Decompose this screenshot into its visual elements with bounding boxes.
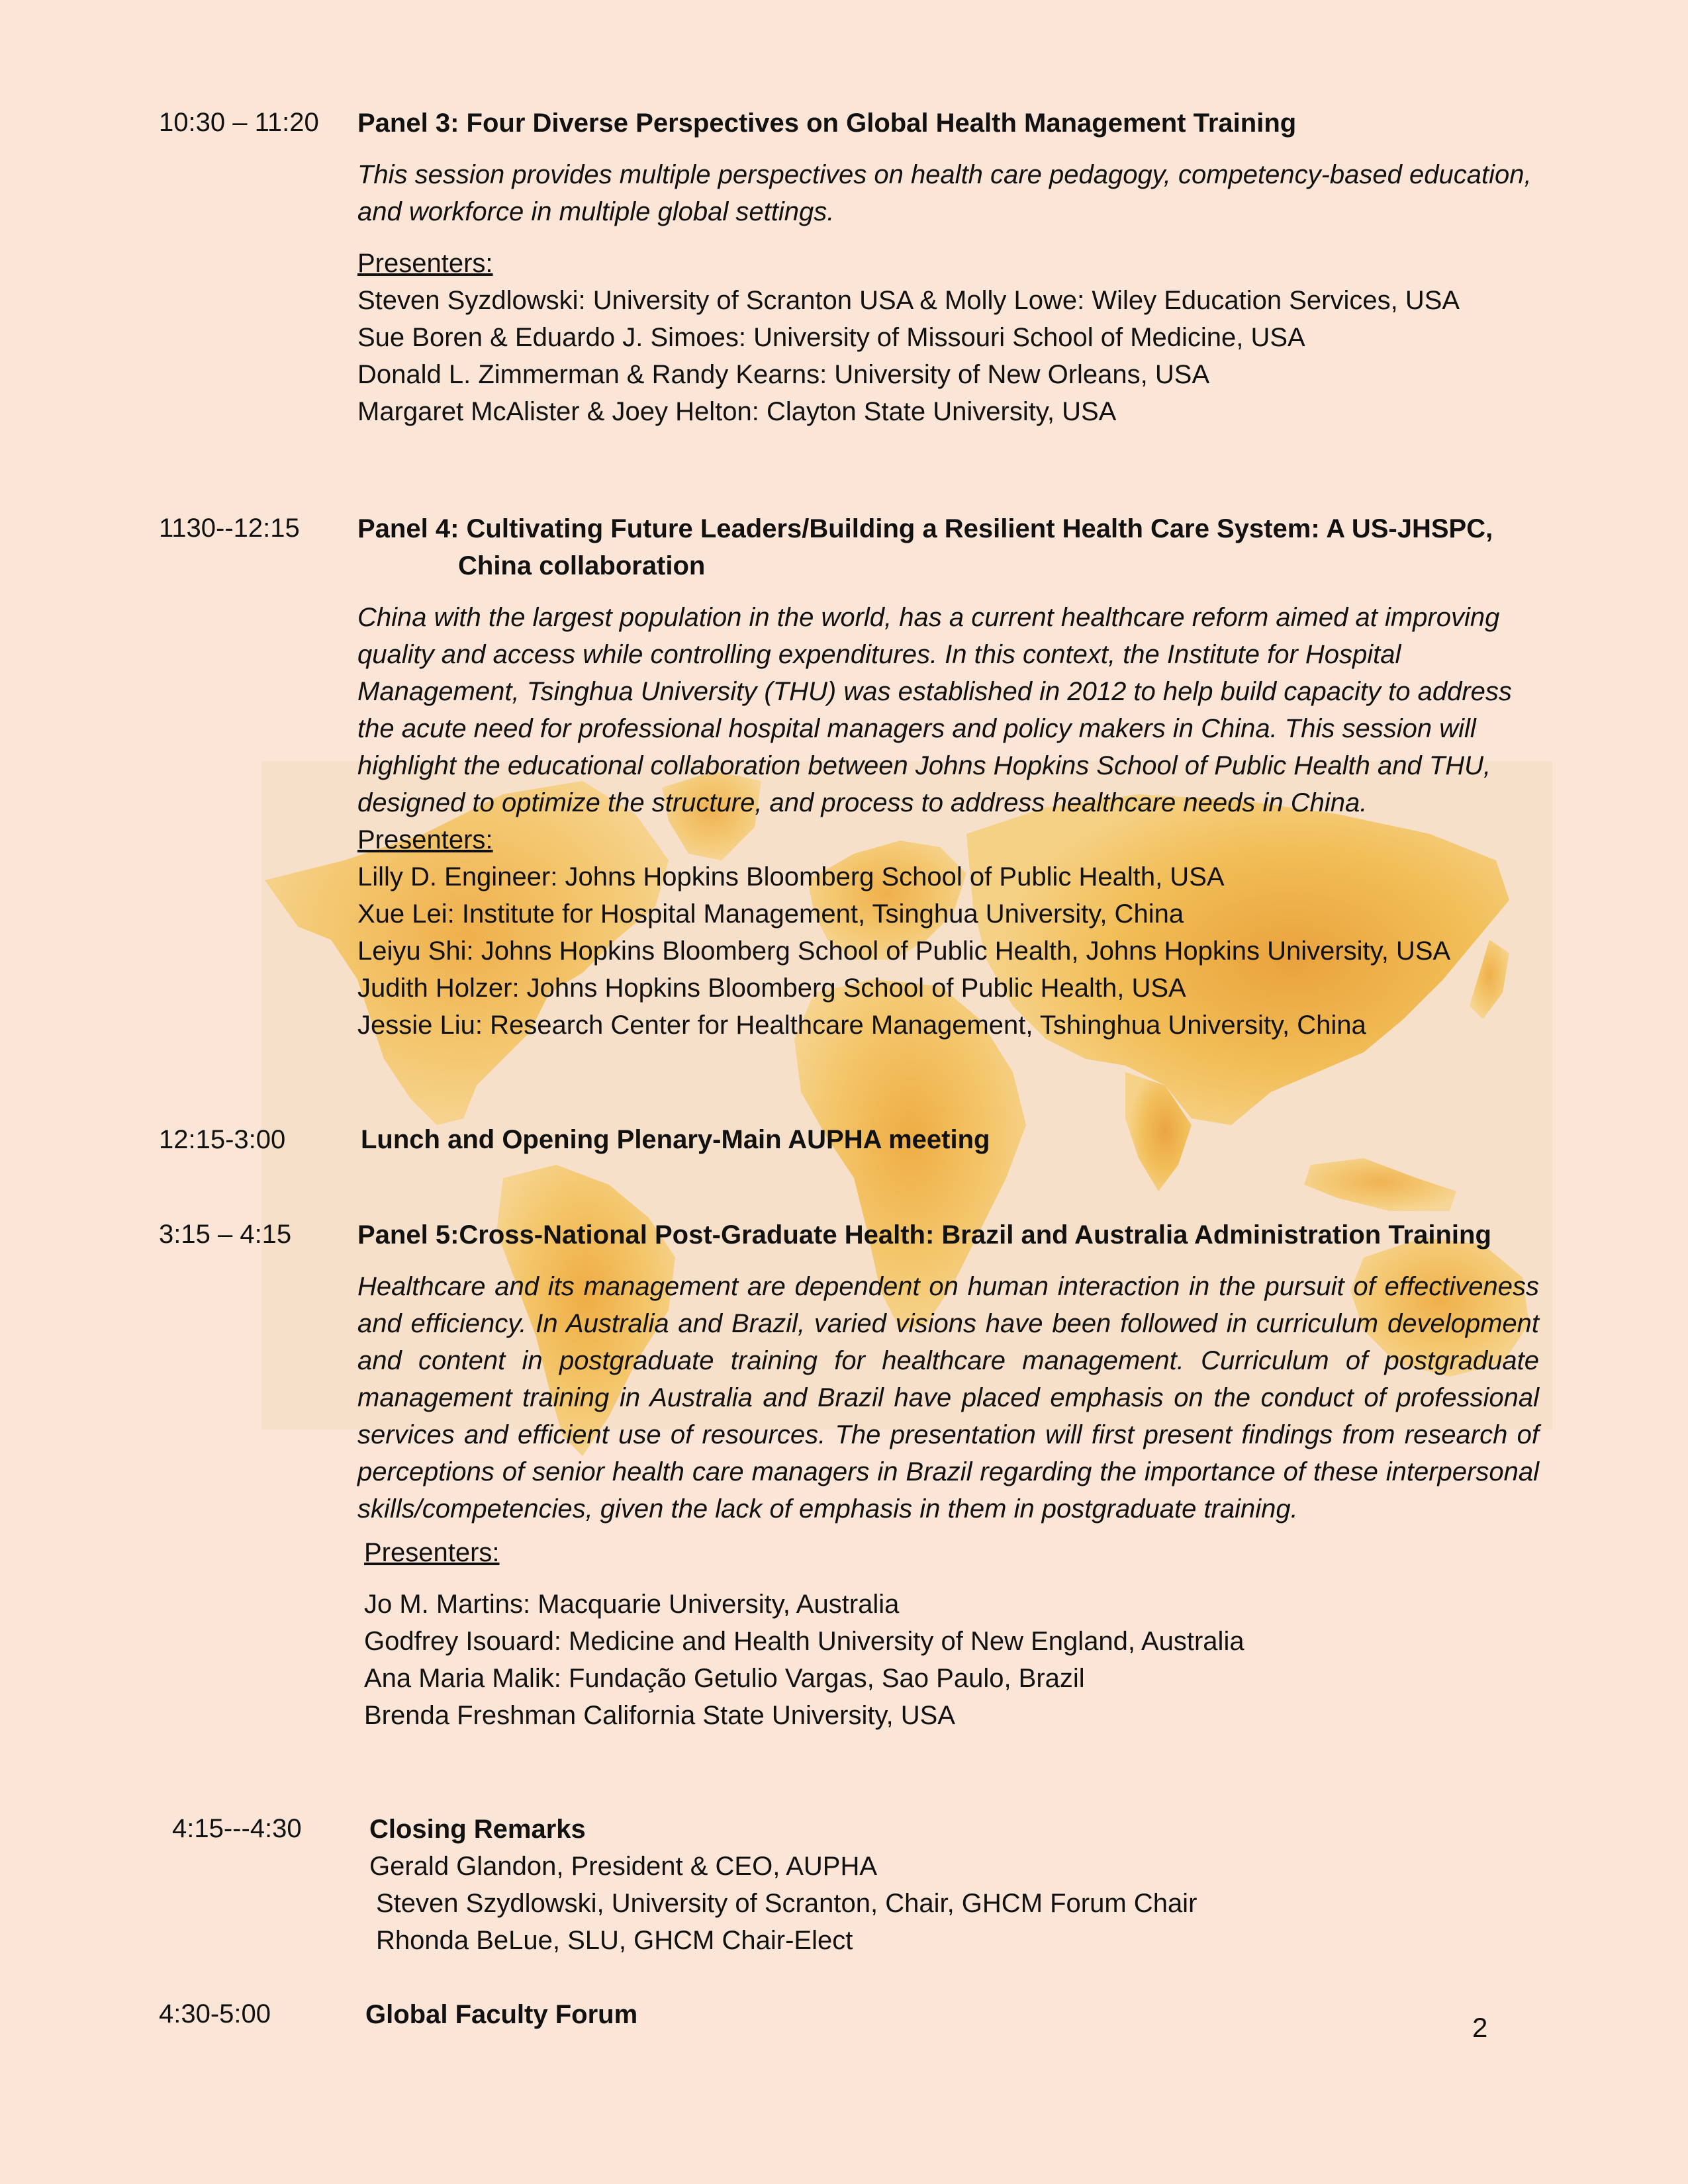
speaker-item: Steven Szydlowski, University of Scranton, Chair, GHCM Forum Chair	[376, 1889, 1197, 1918]
speaker-item: Gerald Glandon, President & CEO, AUPHA	[369, 1852, 878, 1881]
speaker-item: Rhonda BeLue, SLU, GHCM Chair-Elect	[376, 1926, 853, 1955]
panel4-session	[357, 510, 1542, 1044]
panel3-session	[357, 105, 1542, 430]
panel5-session	[357, 1216, 1539, 1734]
panel3-presenters-heading: Presenters:	[357, 249, 493, 278]
presenter-item: Leiyu Shi: Johns Hopkins Bloomberg School of Public Health, Johns Hopkins University, USA	[357, 936, 1451, 966]
closing-time: 4:15---4:30	[172, 1814, 302, 1843]
closing-title: Closing Remarks	[369, 1815, 586, 1844]
panel3-title: Panel 3: Four Diverse Perspectives on Global Health Management Training	[357, 109, 1297, 138]
presenter-item: Ana Maria Malik: Fundação Getulio Vargas, Sao Paulo, Brazil	[364, 1664, 1085, 1693]
panel4-title-line1: Panel 4: Cultivating Future Leaders/Building a Resilient Health Care System: A US-JHSPC,	[357, 514, 1493, 543]
presenter-item: Lilly D. Engineer: Johns Hopkins Bloomberg School of Public Health, USA	[357, 862, 1225, 891]
panel4-description: China with the largest population in the world, has a current healthcare reform aimed at improving quality and access while controlling expenditures. In this context, the Institute for Hospital Management, Tsinghua University (THU) was established in 2012 to help build capacity to address the acute need for professional hospital managers and policy makers in China. This session will highlight the educational collaboration between Johns Hopkins School of Public Health and THU, designed to optimize the structure, and process to address healthcare needs in China.	[357, 603, 1512, 817]
presenter-item: Brenda Freshman California State University, USA	[364, 1701, 955, 1730]
closing-speaker-list	[369, 1848, 1554, 1959]
presenter-item: Steven Syzdlowski: University of Scranton USA & Molly Lowe: Wiley Education Services, USA	[357, 286, 1460, 315]
panel5-presenters-heading: Presenters:	[364, 1538, 500, 1567]
lunch-title: Lunch and Opening Plenary-Main AUPHA meeting	[361, 1125, 990, 1154]
page-number: 2	[1472, 2012, 1488, 2043]
forum-session	[365, 1996, 1550, 2033]
presenter-item: Sue Boren & Eduardo J. Simoes: University of Missouri School of Medicine, USA	[357, 323, 1305, 352]
panel4-time: 1130--12:15	[159, 514, 300, 543]
panel3-presenter-list	[357, 282, 1542, 430]
presenter-item: Xue Lei: Institute for Hospital Management, Tsinghua University, China	[357, 899, 1184, 929]
panel4-presenter-list	[357, 858, 1542, 1044]
panel5-time: 3:15 – 4:15	[159, 1220, 292, 1249]
forum-time: 4:30-5:00	[159, 1999, 271, 2028]
presenter-item: Jo M. Martins: Macquarie University, Australia	[364, 1590, 900, 1619]
panel3-time: 10:30 – 11:20	[159, 108, 319, 137]
closing-session	[369, 1811, 1554, 1959]
presenter-item: Judith Holzer: Johns Hopkins Bloomberg School of Public Health, USA	[357, 974, 1186, 1003]
presenter-item: Godfrey Isouard: Medicine and Health University of New England, Australia	[364, 1627, 1244, 1656]
presenter-item: Margaret McAlister & Joey Helton: Clayton State University, USA	[357, 397, 1117, 426]
forum-title: Global Faculty Forum	[365, 2000, 638, 2029]
panel5-presenter-list	[364, 1586, 1539, 1734]
lunch-session	[361, 1121, 1546, 1158]
presenter-item: Jessie Liu: Research Center for Healthcare Management, Tshinghua University, China	[357, 1011, 1366, 1040]
panel4-title	[357, 510, 1542, 584]
panel3-description: This session provides multiple perspectives on health care pedagogy, competency-based education, and workforce in multiple global settings.	[357, 160, 1532, 226]
lunch-time: 12:15-3:00	[159, 1125, 286, 1154]
presenter-item: Donald L. Zimmerman & Randy Kearns: University of New Orleans, USA	[357, 360, 1210, 389]
panel4-presenters-heading: Presenters:	[357, 825, 493, 854]
panel5-title: Panel 5:Cross-National Post-Graduate Health: Brazil and Australia Administration Training	[357, 1220, 1491, 1250]
panel5-description: Healthcare and its management are dependent on human interaction in the pursuit of effectiveness and efficiency. In Australia and Brazil, varied visions have been followed in curriculum development and content in postgraduate training for healthcare management. Curriculum of postgraduate management training in Australia and Brazil have placed emphasis on the conduct of professional services and efficient use of resources. The presentation will first present findings from research of perceptions of senior health care managers in Brazil regarding the importance of these interpersonal skills/competencies, given the lack of emphasis in them in postgraduate training.	[357, 1272, 1539, 1524]
panel4-title-line2: China collaboration	[458, 551, 706, 580]
